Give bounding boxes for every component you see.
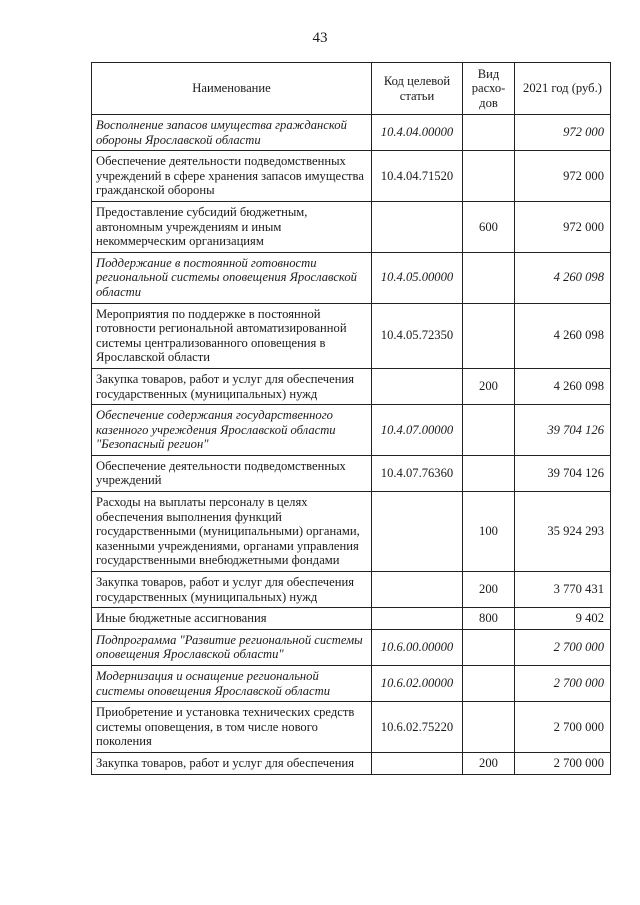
cell-type [463, 115, 515, 151]
cell-name: Приобретение и установка технических средств системы оповещения, в том числе нового поколения [92, 702, 372, 753]
table-row [92, 702, 611, 753]
table-row [92, 752, 611, 774]
cell-sum: 35 924 293 [515, 492, 611, 572]
cell-code [372, 368, 463, 404]
table-row [92, 455, 611, 491]
header-sum: 2021 год (руб.) [515, 63, 611, 115]
cell-type [463, 455, 515, 491]
budget-table [91, 62, 611, 775]
table-row [92, 252, 611, 303]
table-row [92, 303, 611, 368]
cell-code [372, 492, 463, 572]
cell-code [372, 201, 463, 252]
cell-type: 200 [463, 572, 515, 608]
cell-sum: 4 260 098 [515, 252, 611, 303]
table-row [92, 666, 611, 702]
cell-type: 200 [463, 368, 515, 404]
cell-type: 800 [463, 608, 515, 630]
cell-code [372, 752, 463, 774]
table-body [92, 115, 611, 775]
cell-sum: 2 700 000 [515, 666, 611, 702]
cell-code: 10.4.07.76360 [372, 455, 463, 491]
cell-sum: 972 000 [515, 151, 611, 202]
cell-type [463, 151, 515, 202]
cell-code: 10.4.04.00000 [372, 115, 463, 151]
cell-sum: 972 000 [515, 201, 611, 252]
cell-name: Иные бюджетные ассигнования [92, 608, 372, 630]
cell-sum: 2 700 000 [515, 752, 611, 774]
cell-name: Обеспечение содержания государственного казенного учреждения Ярославской области "Безопасный регион" [92, 405, 372, 456]
cell-name: Предоставление субсидий бюджетным, автономным учреждениям и иным некоммерческим организациям [92, 201, 372, 252]
cell-sum: 9 402 [515, 608, 611, 630]
cell-type [463, 405, 515, 456]
cell-type [463, 702, 515, 753]
cell-code: 10.4.07.00000 [372, 405, 463, 456]
table-row [92, 629, 611, 665]
cell-code: 10.4.05.72350 [372, 303, 463, 368]
cell-type [463, 303, 515, 368]
table-row [92, 368, 611, 404]
cell-name: Мероприятия по поддержке в постоянной готовности региональной автоматизированной системы централизованного оповещения в Ярославской области [92, 303, 372, 368]
cell-sum: 39 704 126 [515, 455, 611, 491]
cell-name: Обеспечение деятельности подведомственных учреждений [92, 455, 372, 491]
table-row [92, 201, 611, 252]
cell-code: 10.6.02.00000 [372, 666, 463, 702]
page-number: 43 [312, 30, 328, 46]
cell-type [463, 666, 515, 702]
header-type: Вид расхо-дов [463, 63, 515, 115]
table-row [92, 405, 611, 456]
cell-sum: 39 704 126 [515, 405, 611, 456]
table-header-row [92, 63, 611, 115]
cell-type: 600 [463, 201, 515, 252]
cell-code: 10.6.02.75220 [372, 702, 463, 753]
cell-code: 10.4.04.71520 [372, 151, 463, 202]
cell-name: Обеспечение деятельности подведомственных учреждений в сфере хранения запасов имущества гражданской обороны [92, 151, 372, 202]
cell-name: Закупка товаров, работ и услуг для обеспечения государственных (муниципальных) нужд [92, 572, 372, 608]
table-row [92, 151, 611, 202]
cell-name: Закупка товаров, работ и услуг для обеспечения государственных (муниципальных) нужд [92, 368, 372, 404]
cell-sum: 2 700 000 [515, 702, 611, 753]
cell-type [463, 252, 515, 303]
cell-sum: 972 000 [515, 115, 611, 151]
cell-sum: 4 260 098 [515, 303, 611, 368]
cell-name: Расходы на выплаты персоналу в целях обеспечения выполнения функций государственными (муниципальными) органами, казенными учреждениями, органами управления государственными внебюджетными фондами [92, 492, 372, 572]
cell-sum: 2 700 000 [515, 629, 611, 665]
cell-code [372, 608, 463, 630]
header-code: Код целевой статьи [372, 63, 463, 115]
cell-type [463, 629, 515, 665]
cell-name: Модернизация и оснащение региональной системы оповещения Ярославской области [92, 666, 372, 702]
cell-type: 200 [463, 752, 515, 774]
cell-name: Восполнение запасов имущества гражданской обороны Ярославской области [92, 115, 372, 151]
cell-code: 10.6.00.00000 [372, 629, 463, 665]
cell-code: 10.4.05.00000 [372, 252, 463, 303]
cell-code [372, 572, 463, 608]
header-name: Наименование [92, 63, 372, 115]
cell-type: 100 [463, 492, 515, 572]
table-row [92, 492, 611, 572]
cell-name: Подпрограмма "Развитие региональной системы оповещения Ярославской области" [92, 629, 372, 665]
cell-sum: 3 770 431 [515, 572, 611, 608]
table-row [92, 572, 611, 608]
cell-sum: 4 260 098 [515, 368, 611, 404]
cell-name: Закупка товаров, работ и услуг для обеспечения [92, 752, 372, 774]
cell-name: Поддержание в постоянной готовности региональной системы оповещения Ярославской области [92, 252, 372, 303]
table-row [92, 608, 611, 630]
table-row [92, 115, 611, 151]
